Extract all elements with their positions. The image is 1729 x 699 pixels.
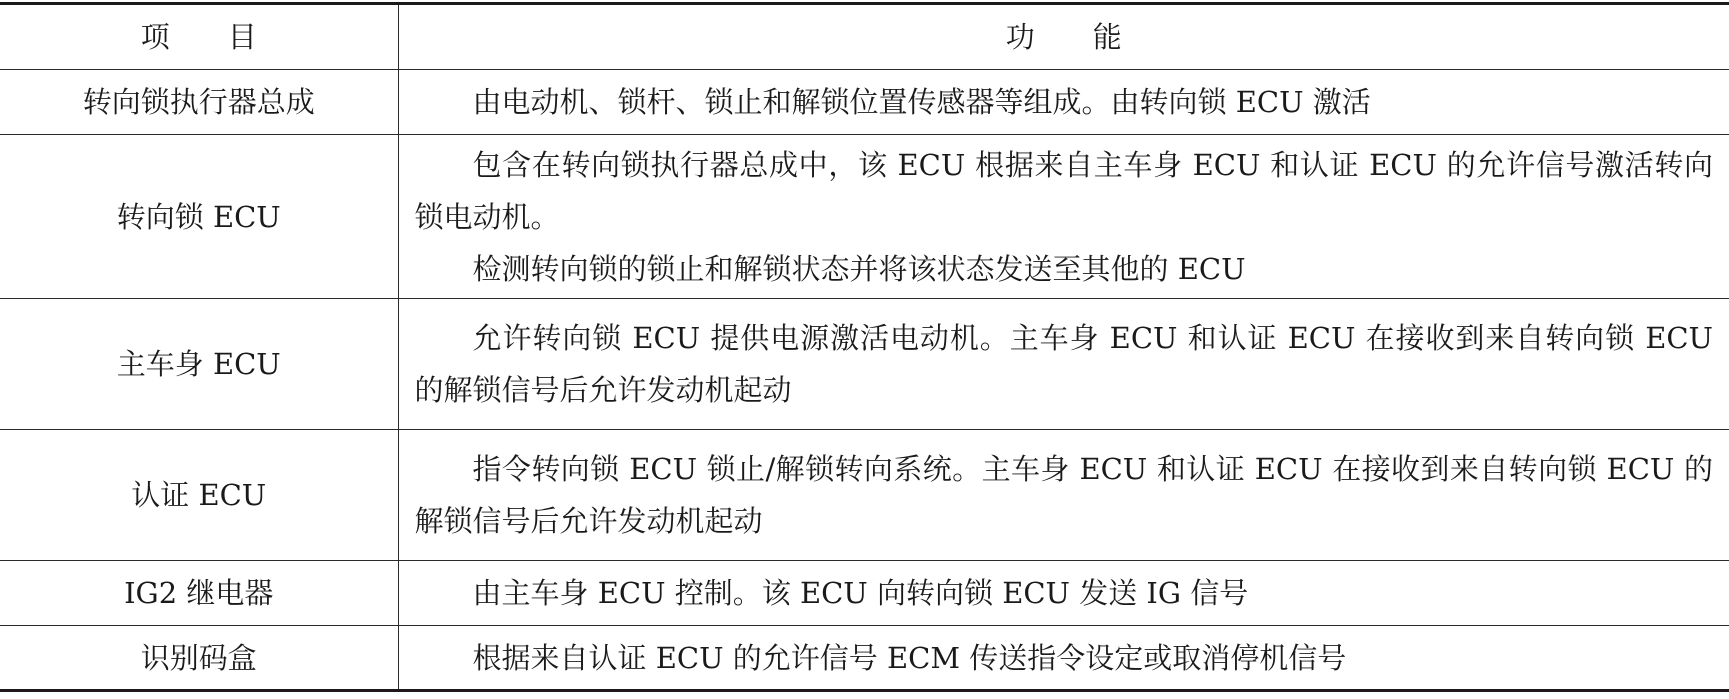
header-function: 功 能 bbox=[398, 4, 1729, 70]
row-function bbox=[398, 626, 1729, 691]
function-line: 指令转向锁 ECU 锁止/解锁转向系统。主车身 ECU 和认证 ECU 在接收到来自转向锁 ECU 的解锁信号后允许发动机起动 bbox=[414, 452, 1713, 538]
function-line: 由主车身 ECU 控制。该 ECU 向转向锁 ECU 发送 IG 信号 bbox=[472, 576, 1249, 610]
function-line: 检测转向锁的锁止和解锁状态并将该状态发送至其他的 ECU bbox=[472, 251, 1246, 286]
table-row bbox=[0, 430, 1729, 561]
row-function bbox=[398, 561, 1729, 626]
table-header-row bbox=[0, 4, 1729, 70]
row-function bbox=[398, 70, 1729, 135]
table-row bbox=[0, 561, 1729, 626]
function-line: 包含在转向锁执行器总成中，该 ECU 根据来自主车身 ECU 和认证 ECU 的允许信号激活转向锁电动机。 bbox=[414, 147, 1713, 234]
component-function-table bbox=[0, 2, 1729, 692]
row-item-name: 转向锁 ECU bbox=[0, 135, 398, 299]
function-line: 允许转向锁 ECU 提供电源激活电动机。主车身 ECU 和认证 ECU 在接收到来自转向锁 ECU 的解锁信号后允许发动机起动 bbox=[414, 321, 1713, 407]
table-row bbox=[0, 626, 1729, 691]
table-row bbox=[0, 135, 1729, 299]
row-function bbox=[398, 430, 1729, 561]
function-line: 根据来自认证 ECU 的允许信号 ECM 传送指令设定或取消停机信号 bbox=[472, 640, 1347, 675]
table-row bbox=[0, 70, 1729, 135]
row-item-name: 识别码盒 bbox=[0, 626, 398, 691]
table-row bbox=[0, 299, 1729, 430]
row-function bbox=[398, 299, 1729, 430]
row-item-name: 转向锁执行器总成 bbox=[0, 70, 398, 135]
row-item-name: IG2 继电器 bbox=[0, 561, 398, 626]
row-item-name: 主车身 ECU bbox=[0, 299, 398, 430]
row-function bbox=[398, 135, 1729, 299]
row-item-name: 认证 ECU bbox=[0, 430, 398, 561]
function-line: 由电动机、锁杆、锁止和解锁位置传感器等组成。由转向锁 ECU 激活 bbox=[472, 85, 1371, 119]
header-item: 项 目 bbox=[0, 4, 398, 70]
